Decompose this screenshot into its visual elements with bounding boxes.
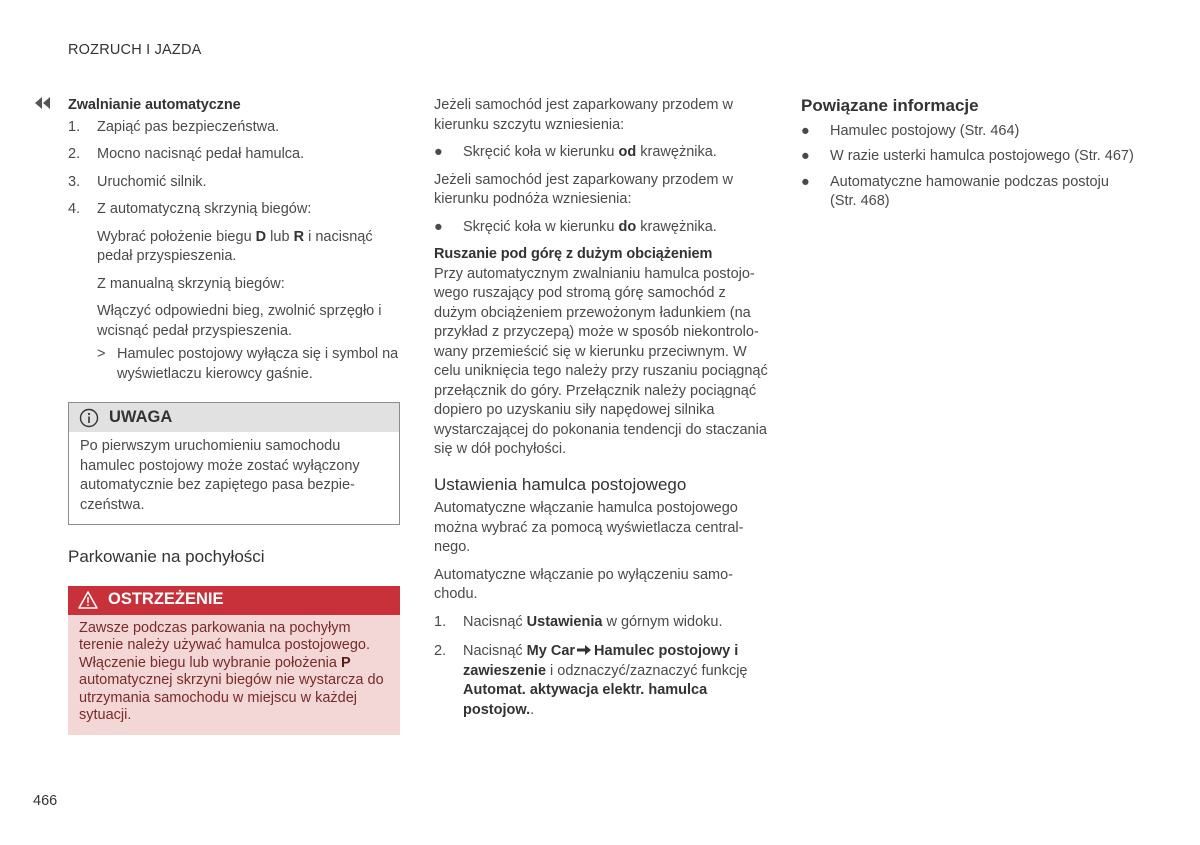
step-number: 3.	[68, 173, 81, 190]
text-fragment: Wybrać położenie biegu	[97, 228, 256, 245]
text-fragment: i odznaczyć/zaznaczyć funkcję	[546, 662, 748, 679]
step-number: 1.	[434, 613, 447, 630]
text-fragment: Zawsze podczas parkowania na pochyłym terenie należy używać hamulca postojowego. Włączenie biegu lub wybranie położenia	[79, 619, 370, 671]
step-item	[434, 642, 769, 720]
text-fragment: .	[530, 701, 535, 718]
note-header	[69, 403, 399, 432]
bullet-dot: ●	[434, 144, 443, 160]
heading-parking-brake-settings: Ustawienia hamulca postojowego	[434, 474, 687, 494]
paragraph: Jeżeli samochód jest zaparkowany przodem w kierunku podnóża wzniesienia:	[434, 171, 733, 207]
paragraph: Jeżeli samochód jest zaparkowany przodem w kierunku szczytu wzniesienia:	[434, 97, 733, 133]
result-marker: >	[97, 346, 106, 362]
warning-triangle-icon	[78, 591, 98, 609]
note-body: Po pierwszym uruchomieniu samochodu hamulec postojowy może zostać wyłączony automatycznie bez zapiętego pasa bezpieczeństwa.	[80, 438, 360, 513]
double-chevron-left-icon[interactable]	[34, 97, 52, 109]
result-item	[97, 345, 400, 384]
text-fragment: Nacisnąć	[463, 613, 527, 630]
step-number: 2.	[68, 146, 81, 162]
emphasis: od	[618, 144, 637, 160]
paragraph: Przy automatycznym zwalnianiu hamulca postojowego ruszający pod stromą górę samochód z dużym obciążeniem przewożonym ładunkiem (na przykład z przyczepą) może w sposób niekontrolowany przemieścić się w kierunku przeciwnym. W celu uniknięcia tego należy przy ruszaniu pociągnąć przełącznik do góry. Przełącznik należy pociągnąć dopiero po uzyskaniu siły napędowej silnika wystarczającej do pokonania tendencji do staczania się w dół pochyłości.	[434, 265, 768, 457]
warning-title: OSTRZEŻENIE	[108, 590, 224, 609]
related-link-text[interactable]: W razie usterki hamulca postojowego (Str. 467)	[830, 148, 1134, 164]
text-fragment: Skręcić koła w kierunku	[463, 144, 619, 160]
text-fragment: Skręcić koła w kierunku	[463, 218, 619, 235]
right-arrow-icon	[577, 644, 591, 656]
menu-label: My Car	[526, 643, 576, 659]
step-text: Uruchomić silnik.	[97, 173, 207, 190]
step-text	[463, 642, 769, 720]
heading-parking-slope: Parkowanie na pochyłości	[68, 547, 265, 566]
note-title: UWAGA	[109, 407, 173, 426]
subheading-uphill-start: Ruszanie pod górę z dużym obciążeniem	[434, 246, 713, 262]
warning-body	[68, 615, 400, 735]
menu-label: Automat. aktywacja elektr. hamulca postojow.	[463, 682, 708, 718]
related-link-text[interactable]: Hamulec postojowy (Str. 464)	[830, 122, 1020, 139]
menu-label: Ustawienia	[526, 613, 603, 630]
text-fragment: i nacisnąć pedał przyspieszenia.	[97, 228, 373, 264]
related-link[interactable]	[801, 147, 1136, 167]
manual-gearbox-instruction: Włączyć odpowiedni bieg, zwolnić sprzęgło i wcisnąć pedał przyspieszenia.	[97, 303, 382, 339]
text-fragment: krawężnika.	[636, 218, 717, 235]
gear-p: P	[340, 654, 351, 671]
step-item	[68, 118, 400, 138]
automatic-gearbox-instruction	[97, 228, 400, 267]
related-link[interactable]	[801, 173, 1136, 212]
text-fragment: lub	[266, 228, 294, 245]
paragraph: Automatyczne włączanie po wyłączeniu samochodu.	[434, 566, 734, 602]
bullet-dot: ●	[801, 148, 810, 164]
note-box	[68, 402, 400, 525]
step-item	[68, 173, 400, 193]
step-number: 1.	[68, 118, 81, 135]
step-item	[68, 200, 400, 220]
bullet-item	[434, 143, 769, 163]
bullet-text	[463, 143, 717, 163]
emphasis: do	[618, 218, 637, 235]
step-text: Mocno nacisnąć pedał hamulca.	[97, 146, 305, 162]
section-header: ROZRUCH I JAZDA	[68, 42, 202, 58]
bullet-item	[434, 218, 769, 238]
step-text	[463, 613, 769, 633]
column-3	[801, 96, 1136, 212]
bullet-dot: ●	[801, 122, 810, 139]
result-text: Hamulec postojowy wyłącza się i symbol na wyświetlaczu kierowcy gaśnie.	[117, 346, 399, 382]
step-item	[68, 145, 400, 165]
column-1	[68, 96, 400, 735]
manual-gearbox-label: Z manualną skrzynią biegów:	[97, 275, 285, 292]
bullet-text	[463, 218, 717, 238]
bullet-dot: ●	[801, 173, 810, 190]
step-item	[434, 613, 769, 633]
paragraph: Automatyczne włączanie hamulca postojowego można wybrać za pomocą wyświetlacza centralnego.	[434, 500, 744, 555]
gear-d: D	[255, 228, 267, 245]
info-icon	[79, 408, 99, 428]
warning-header	[68, 586, 400, 615]
related-link-text[interactable]: Automatyczne hamowanie podczas postoju (Str. 468)	[830, 173, 1109, 209]
text-fragment: w górnym widoku.	[602, 613, 723, 630]
step-number: 2.	[434, 643, 447, 659]
text-fragment: krawężnika.	[636, 144, 717, 160]
step-text: Z automatyczną skrzynią biegów:	[97, 201, 312, 217]
step-number: 4.	[68, 201, 81, 217]
bullet-dot: ●	[434, 218, 443, 235]
warning-box	[68, 586, 400, 735]
related-link[interactable]	[801, 122, 1136, 142]
gear-r: R	[293, 228, 305, 245]
text-fragment: Nacisnąć	[463, 643, 527, 659]
step-text: Zapiąć pas bezpieczeństwa.	[97, 118, 280, 135]
page-number: 466	[33, 793, 58, 809]
column-2	[434, 96, 769, 720]
menu-label: Hamulec postojowy i zawieszenie	[463, 643, 739, 679]
subheading-auto-release: Zwalnianie automatyczne	[68, 97, 241, 113]
text-fragment: automatycznej skrzyni biegów nie wystarcza do utrzymania samochodu w miejscu w każdej sytuacji.	[79, 672, 384, 723]
heading-related-info: Powiązane informacje	[801, 96, 979, 115]
